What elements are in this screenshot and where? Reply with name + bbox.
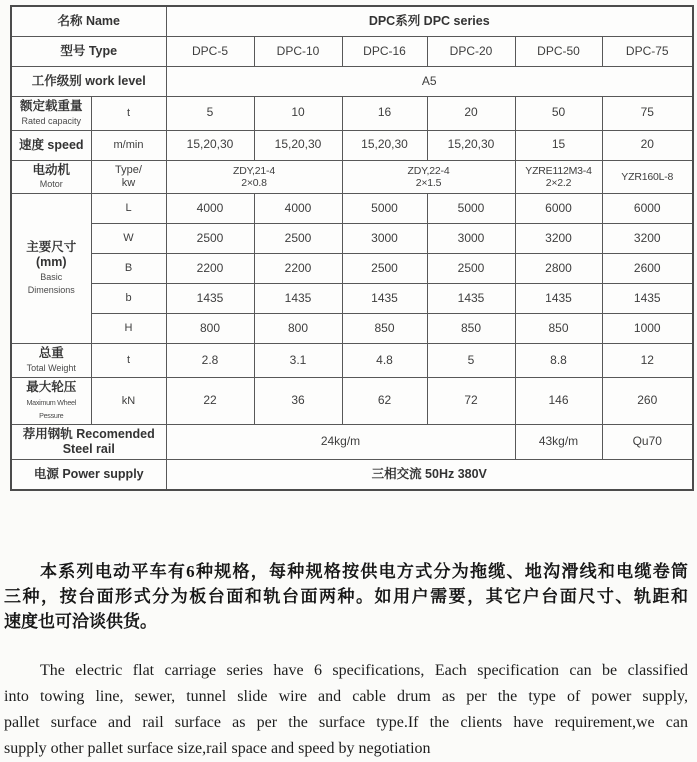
table-cell xyxy=(427,224,515,254)
cell-text-line: 2500 xyxy=(284,230,312,245)
rail-value-cell xyxy=(515,425,602,460)
unit-cell xyxy=(91,160,166,194)
table-cell xyxy=(342,194,427,224)
cell-text-line: 260 xyxy=(637,393,658,408)
table-cell xyxy=(515,344,602,378)
power-supply-label-cell xyxy=(11,459,166,490)
paragraph-line: into towing line, sewer, tunnel slide wire and cable drum as per the type of power supply, xyxy=(4,687,688,705)
table-cell xyxy=(602,254,693,284)
cell-text-line: 20 xyxy=(464,105,478,120)
cell-text-line: Motor xyxy=(39,179,63,190)
table-cell xyxy=(166,377,254,424)
cell-text-line: 1435 xyxy=(371,290,398,305)
cell-text-line: 15,20,30 xyxy=(447,137,495,152)
table-cell xyxy=(515,224,602,254)
cell-text-line: 电动机 xyxy=(32,162,70,177)
table-cell xyxy=(602,194,693,224)
rated-capacity-label-cell xyxy=(11,97,91,131)
table-cell xyxy=(427,130,515,160)
cell-text-line: 15,20,30 xyxy=(361,137,408,152)
table-cell xyxy=(515,97,602,131)
table-row xyxy=(11,344,693,378)
cell-text-line: A5 xyxy=(421,73,437,88)
cell-text-line: DPC-5 xyxy=(191,43,228,58)
paragraph-line: 本系列电动平车有6种规格，每种规格按供电方式分为拖缆、地沟滑线和电缆卷筒 xyxy=(40,561,688,581)
max-wheel-pressure-label-cell xyxy=(11,377,91,424)
cell-text-line: m/min xyxy=(113,138,144,151)
chinese-paragraph xyxy=(4,559,688,634)
table-row xyxy=(11,194,693,224)
table-cell xyxy=(515,130,602,160)
cell-text-line: 75 xyxy=(640,105,654,120)
cell-text-line: kw xyxy=(121,176,136,189)
rail-value-cell xyxy=(602,425,693,460)
table-cell xyxy=(515,314,602,344)
cell-text-line: 2800 xyxy=(545,260,572,275)
speed-label-cell xyxy=(11,130,91,160)
spec-table-body xyxy=(11,6,693,490)
cell-text-line: 4000 xyxy=(284,200,312,215)
cell-text-line: 36 xyxy=(291,393,305,408)
cell-text-line: 850 xyxy=(374,320,395,335)
cell-text-line: 850 xyxy=(460,320,482,335)
paragraph-line: pallet surface and rail surface as per the surface type.If the clients have requirement,we can xyxy=(4,713,688,731)
cell-text-line: 10 xyxy=(291,105,305,120)
table-cell xyxy=(515,194,602,224)
table-row xyxy=(11,314,693,344)
unit-cell xyxy=(91,344,166,378)
cell-text-line: ZDY,21-4 xyxy=(233,164,275,177)
table-row xyxy=(11,284,693,314)
table-cell xyxy=(602,224,693,254)
cell-text-line: 工作级别 work level xyxy=(31,74,146,89)
cell-text-line: 2×1.5 xyxy=(415,176,442,189)
cell-text-line: 1435 xyxy=(196,290,224,305)
model-cell xyxy=(602,37,693,67)
unit-cell xyxy=(91,314,166,344)
table-cell xyxy=(254,97,342,131)
paragraph-line: supply other pallet surface size,rail space and speed by negotiation xyxy=(4,739,431,757)
cell-text-line: 速度 speed xyxy=(18,137,84,152)
table-cell xyxy=(342,224,427,254)
table-cell xyxy=(166,314,254,344)
table-cell xyxy=(427,344,515,378)
table-cell xyxy=(427,314,515,344)
table-cell xyxy=(515,254,602,284)
table-row xyxy=(11,254,693,284)
unit-cell xyxy=(91,130,166,160)
cell-text-line: DPC-75 xyxy=(625,43,669,58)
paragraph-line: 速度也可洽谈供货。 xyxy=(4,611,157,631)
cell-text-line: 850 xyxy=(548,320,569,335)
cell-text-line: 22 xyxy=(203,393,217,408)
cell-text-line: 最大轮压 xyxy=(26,379,77,394)
cell-text-line: DPC系列 DPC series xyxy=(368,14,490,29)
cell-text-line: 4000 xyxy=(196,200,224,215)
cell-text-line: 146 xyxy=(548,393,569,408)
table-cell xyxy=(342,284,427,314)
cell-text-line: 主要尺寸(mm) xyxy=(26,240,77,269)
cell-text-line: 2.8 xyxy=(201,352,219,367)
motor-spec-cell xyxy=(342,160,515,194)
table-cell xyxy=(602,130,693,160)
series-value-cell xyxy=(166,6,693,37)
cell-text-line: 电源 Power supply xyxy=(33,466,144,481)
cell-text-line: 3.1 xyxy=(289,352,307,367)
cell-text-line: 1435 xyxy=(457,290,485,305)
cell-text-line: 4.8 xyxy=(376,352,393,367)
power-supply-value-cell xyxy=(166,459,693,490)
table-cell xyxy=(166,284,254,314)
cell-text-line: 型号 Type xyxy=(60,44,118,59)
work-level-value-cell xyxy=(166,67,693,97)
cell-text-line: 3200 xyxy=(633,230,661,245)
cell-text-line: kN xyxy=(121,394,136,407)
table-row xyxy=(11,160,693,194)
table-cell xyxy=(342,344,427,378)
dimensions-label-cell xyxy=(11,194,91,344)
table-cell xyxy=(254,314,342,344)
cell-text-line: 6000 xyxy=(545,200,572,215)
rail-value-cell xyxy=(166,425,515,460)
cell-text-line: 名称 Name xyxy=(57,14,121,29)
spec-table xyxy=(10,5,694,491)
english-paragraph xyxy=(4,658,688,762)
table-row xyxy=(11,130,693,160)
model-cell xyxy=(166,37,254,67)
cell-text-line: 15 xyxy=(551,137,566,152)
cell-text-line: 15,20,30 xyxy=(274,137,322,152)
table-cell xyxy=(166,97,254,131)
table-cell xyxy=(342,314,427,344)
cell-text-line: 72 xyxy=(464,393,478,408)
cell-text-line: 2500 xyxy=(371,260,398,275)
table-cell xyxy=(342,97,427,131)
cell-text-line: 800 xyxy=(287,320,309,335)
table-row xyxy=(11,425,693,460)
cell-text-line: 1435 xyxy=(633,290,661,305)
table-cell xyxy=(254,284,342,314)
table-cell xyxy=(254,194,342,224)
paragraph-line: The electric flat carriage series have 6 specifications, Each specification can be classified xyxy=(40,661,688,679)
table-row xyxy=(11,97,693,131)
table-row xyxy=(11,67,693,97)
table-cell xyxy=(254,377,342,424)
cell-text-line: 3000 xyxy=(457,230,485,245)
table-cell xyxy=(342,254,427,284)
cell-text-line: 2200 xyxy=(284,260,312,275)
table-cell xyxy=(254,344,342,378)
cell-text-line: YZR160L-8 xyxy=(621,170,674,183)
cell-text-line: 1000 xyxy=(633,320,661,335)
cell-text-line: W xyxy=(123,232,134,245)
cell-text-line: 2500 xyxy=(196,230,224,245)
model-cell xyxy=(254,37,342,67)
cell-text-line: 16 xyxy=(377,105,392,120)
cell-text-line: YZRE112M3-4 xyxy=(525,164,592,177)
cell-text-line: 3200 xyxy=(545,230,572,245)
cell-text-line: 2600 xyxy=(633,260,661,275)
table-cell xyxy=(254,224,342,254)
cell-text-line: 20 xyxy=(640,137,654,152)
cell-text-line: 8.8 xyxy=(550,352,567,367)
cell-text-line: Total Weight xyxy=(26,362,76,373)
table-cell xyxy=(602,97,693,131)
table-row xyxy=(11,459,693,490)
cell-text-line: DPC-20 xyxy=(449,43,493,58)
table-cell xyxy=(342,130,427,160)
motor-label-cell xyxy=(11,160,91,194)
table-cell xyxy=(602,344,693,378)
cell-text-line: 2500 xyxy=(457,260,485,275)
cell-text-line: Rated capacity xyxy=(21,115,82,126)
name-label-cell xyxy=(11,6,166,37)
table-cell xyxy=(602,377,693,424)
cell-text-line: 2200 xyxy=(196,260,224,275)
table-cell xyxy=(427,97,515,131)
cell-text-line: t xyxy=(126,354,131,367)
unit-cell xyxy=(91,97,166,131)
cell-text-line: 额定载重量 xyxy=(19,99,83,113)
table-cell xyxy=(166,224,254,254)
table-cell xyxy=(254,254,342,284)
cell-text-line: 1435 xyxy=(545,290,572,305)
table-cell xyxy=(166,254,254,284)
table-cell xyxy=(515,377,602,424)
table-cell xyxy=(602,314,693,344)
cell-text-line: Maximum Wheel Pessure xyxy=(26,397,77,421)
table-cell xyxy=(602,284,693,314)
table-cell xyxy=(254,130,342,160)
cell-text-line: 800 xyxy=(199,320,221,335)
cell-text-line: 总重 xyxy=(38,346,64,361)
unit-cell xyxy=(91,284,166,314)
cell-text-line: Dimensions xyxy=(27,285,75,296)
cell-text-line: 荐用钢轨 Recomended Steel rail xyxy=(22,427,155,456)
cell-text-line: 2×0.8 xyxy=(241,176,267,189)
table-cell xyxy=(166,130,254,160)
cell-text-line: Basic xyxy=(40,271,63,282)
cell-text-line: 50 xyxy=(551,105,566,120)
table-cell xyxy=(515,284,602,314)
cell-text-line: 6000 xyxy=(633,200,661,215)
table-cell xyxy=(427,284,515,314)
motor-spec-cell xyxy=(515,160,602,194)
table-cell xyxy=(342,377,427,424)
cell-text-line: 5 xyxy=(206,105,214,120)
unit-cell xyxy=(91,254,166,284)
motor-spec-cell xyxy=(166,160,342,194)
cell-text-line: 3000 xyxy=(371,230,398,245)
steel-rail-label-cell xyxy=(11,425,166,460)
table-row xyxy=(11,37,693,67)
model-cell xyxy=(515,37,602,67)
work-level-label-cell xyxy=(11,67,166,97)
cell-text-line: t xyxy=(126,106,131,119)
table-cell xyxy=(166,344,254,378)
cell-text-line: 1435 xyxy=(284,290,312,305)
cell-text-line: L xyxy=(125,202,132,215)
cell-text-line: ZDY,22-4 xyxy=(407,164,450,177)
motor-spec-cell xyxy=(602,160,693,194)
paragraph-line: 三种，按台面形式分为板台面和轨台面两种。如用户需要，其它户台面尺寸、轨距和 xyxy=(4,586,688,606)
unit-cell xyxy=(91,194,166,224)
cell-text-line: H xyxy=(124,322,133,335)
model-cell xyxy=(342,37,427,67)
cell-text-line: DPC-50 xyxy=(537,43,580,58)
table-cell xyxy=(427,194,515,224)
cell-text-line: 5000 xyxy=(457,200,485,215)
cell-text-line: 5000 xyxy=(371,200,398,215)
model-cell xyxy=(427,37,515,67)
cell-text-line: DPC-16 xyxy=(363,43,406,58)
cell-text-line: 三相交流 50Hz 380V xyxy=(371,466,487,481)
table-row xyxy=(11,377,693,424)
cell-text-line: Type/ xyxy=(115,164,142,177)
cell-text-line: 62 xyxy=(377,393,392,408)
table-row xyxy=(11,224,693,254)
table-cell xyxy=(166,194,254,224)
unit-cell xyxy=(91,224,166,254)
cell-text-line: 24kg/m xyxy=(320,434,361,449)
cell-text-line: 2×2.2 xyxy=(545,176,572,189)
cell-text-line: DPC-10 xyxy=(276,43,320,58)
cell-text-line: B xyxy=(124,262,133,275)
cell-text-line: Qu70 xyxy=(632,434,662,449)
unit-cell xyxy=(91,377,166,424)
cell-text-line: 5 xyxy=(467,352,475,367)
cell-text-line: 12 xyxy=(640,352,654,367)
type-label-cell xyxy=(11,37,166,67)
cell-text-line: b xyxy=(125,292,132,305)
total-weight-label-cell xyxy=(11,344,91,378)
cell-text-line: 43kg/m xyxy=(538,434,579,449)
scanned-spec-page xyxy=(0,5,697,757)
cell-text-line: 15,20,30 xyxy=(186,137,234,152)
table-cell xyxy=(427,254,515,284)
table-cell xyxy=(427,377,515,424)
table-row xyxy=(11,6,693,37)
